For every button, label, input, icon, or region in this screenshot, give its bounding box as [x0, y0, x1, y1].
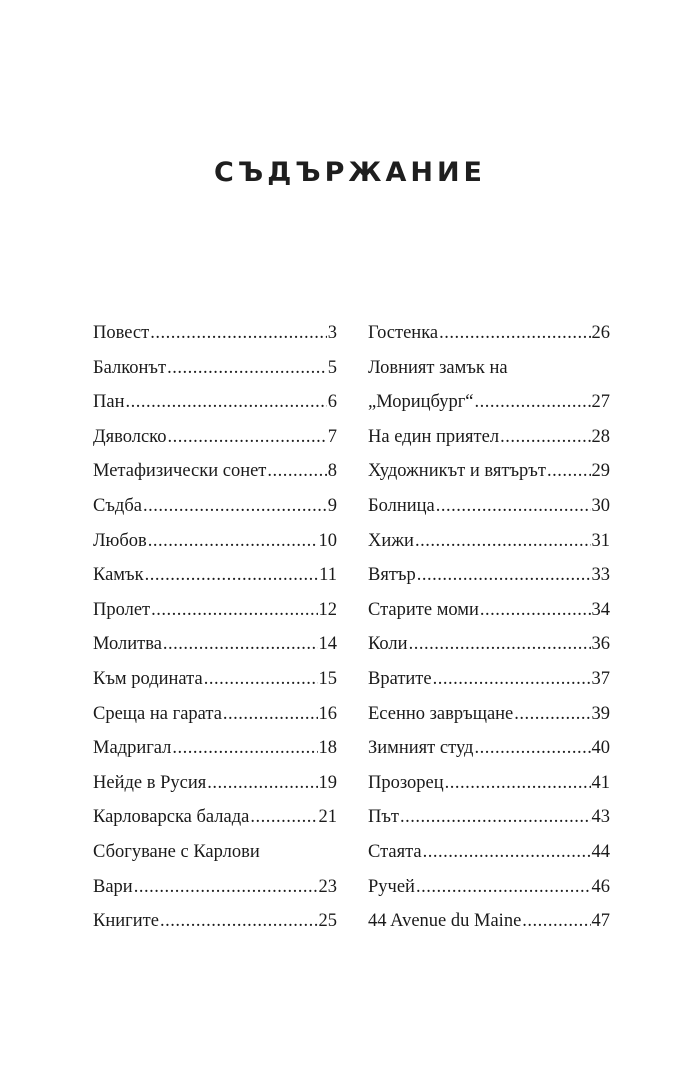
toc-entry [93, 558, 337, 593]
toc-entry [93, 835, 337, 904]
dot-leader [267, 454, 326, 489]
toc-entry-page-number: 27 [591, 392, 610, 413]
toc-entry-page-number: 47 [591, 911, 610, 932]
toc-entry-page-number: 41 [591, 772, 610, 793]
dot-leader [150, 316, 327, 351]
toc-entry-title: Любов [93, 530, 147, 551]
toc-column-right [368, 316, 610, 939]
toc-entry-title: Вятър [368, 565, 416, 586]
toc-entry-page-number: 26 [591, 323, 610, 343]
toc-entry [368, 870, 610, 905]
dot-leader [475, 385, 591, 420]
toc-entry [368, 316, 610, 351]
toc-entry [93, 316, 337, 351]
toc-entry-title: Пролет [93, 599, 151, 620]
toc-entry [93, 454, 337, 489]
toc-entry-title: Среща на гарата [93, 703, 222, 724]
toc-entry-page-number: 31 [591, 530, 610, 551]
toc-entry-title: Сбогуване с Карлови [93, 841, 260, 862]
toc-entry-page-number: 46 [591, 876, 610, 897]
toc-entry-title: Мадригал [93, 738, 172, 759]
toc-entry-title: Есенно завръщане [368, 703, 514, 724]
toc-entry [368, 420, 610, 455]
dot-leader [207, 766, 317, 801]
toc-entry-title: Художникът и вятърът [368, 461, 546, 482]
toc-entry-page-number: 23 [318, 876, 337, 897]
toc-entry-page-number: 14 [318, 634, 337, 655]
toc-entry-page-number: 37 [591, 668, 610, 689]
toc-entry [93, 731, 337, 766]
toc-entry [368, 489, 610, 524]
toc-entry-title: Зимният студ [368, 738, 474, 759]
toc-entry-title: Ручей [368, 876, 415, 897]
dot-leader [168, 420, 327, 455]
toc-entry-title: На един приятел [368, 426, 500, 447]
toc-entry [368, 593, 610, 628]
toc-entry-page-number: 34 [591, 599, 610, 620]
dot-leader [163, 627, 318, 662]
toc-entry-title: Хижи [368, 530, 414, 551]
dot-leader [547, 454, 591, 489]
toc-entry [93, 904, 337, 939]
toc-entry-page-number: 25 [318, 911, 337, 932]
dot-leader [433, 662, 591, 697]
page-title: СЪДЪРЖАНИЕ [214, 157, 486, 188]
dot-leader [134, 870, 318, 905]
toc-entry [93, 593, 337, 628]
toc-entry [368, 351, 610, 420]
toc-entry-title: Вари [93, 876, 133, 897]
toc-entry-title: Болница [368, 495, 435, 516]
dot-leader [416, 870, 591, 905]
toc-entry [93, 351, 337, 386]
toc-entry-title: Повест [93, 323, 150, 343]
toc-entry-title: Карловарска балада [93, 807, 250, 828]
dot-leader [143, 489, 327, 524]
toc-entry-page-number: 40 [591, 738, 610, 759]
toc-entry [93, 697, 337, 732]
toc-entry-page-number: 18 [318, 738, 337, 759]
toc-entry-page-number: 10 [318, 530, 337, 551]
dot-leader [145, 558, 319, 593]
toc-entry-title: Камък [93, 565, 144, 586]
dot-leader [500, 420, 590, 455]
toc-entry-title: Пан [93, 392, 125, 413]
dot-leader [514, 697, 590, 732]
dot-leader [423, 835, 591, 870]
toc-entry-title: Нейде в Русия [93, 772, 207, 793]
toc-entry [93, 800, 337, 835]
toc-entry [93, 524, 337, 559]
toc-entry [93, 420, 337, 455]
toc-entry [93, 489, 337, 524]
toc-entry [93, 627, 337, 662]
toc-entry-title: Към родината [93, 668, 203, 689]
dot-leader [125, 385, 326, 420]
toc-entry-title: Книгите [93, 911, 159, 932]
dot-leader [445, 766, 591, 801]
dot-leader [417, 558, 591, 593]
toc-entry-title: Старите моми [368, 599, 479, 620]
dot-leader [148, 524, 318, 559]
toc-entry-title: Прозорец [368, 772, 444, 793]
toc-entry-page-number: 8 [327, 461, 337, 482]
toc-entry [93, 662, 337, 697]
dot-leader [172, 731, 317, 766]
dot-leader [436, 489, 591, 524]
dot-leader [167, 351, 327, 386]
toc-entry-title: Дяволско [93, 426, 167, 447]
toc-entry-page-number: 7 [327, 426, 337, 447]
toc-entry [368, 558, 610, 593]
toc-entry-page-number: 29 [591, 461, 610, 482]
toc-entry-title: Ловният замък на [368, 357, 508, 378]
toc-entry-page-number: 33 [591, 565, 610, 586]
toc-entry-title: Вратите [368, 668, 432, 689]
toc-entry [368, 835, 610, 870]
toc-entry-page-number: 19 [318, 772, 337, 793]
toc-entry [368, 766, 610, 801]
dot-leader [522, 904, 590, 939]
toc-entry-title: Стаята [368, 841, 422, 862]
toc-entry [368, 524, 610, 559]
toc-column-left [93, 316, 337, 939]
dot-leader [439, 316, 590, 351]
toc-entry-page-number: 12 [318, 599, 337, 620]
toc-entry-title: Съдба [93, 495, 142, 516]
toc-entry-page-number: 44 [591, 841, 610, 862]
toc-entry-page-number: 36 [591, 634, 610, 655]
toc-entry [368, 662, 610, 697]
toc-entry-page-number: 30 [591, 495, 610, 516]
dot-leader [151, 593, 317, 628]
dot-leader [400, 800, 590, 835]
toc-entry [368, 627, 610, 662]
dot-leader [160, 904, 318, 939]
toc-entry-page-number: 28 [591, 426, 610, 447]
dot-leader [250, 800, 317, 835]
toc-entry-title: 44 Avenue du Maine [368, 911, 522, 932]
toc-entry-title: Молитва [93, 634, 162, 655]
toc-entry-title: Метафизически сонет [93, 461, 267, 482]
dot-leader [474, 731, 590, 766]
dot-leader [223, 697, 318, 732]
toc-entry-page-number: 5 [327, 357, 337, 378]
dot-leader [409, 627, 591, 662]
toc-entry [93, 766, 337, 801]
toc-entry [368, 731, 610, 766]
toc-entry-page-number: 6 [327, 392, 337, 413]
toc-entry [368, 454, 610, 489]
dot-leader [204, 662, 318, 697]
toc-entry [368, 697, 610, 732]
toc-entry [368, 800, 610, 835]
toc-entry-title: Път [368, 807, 400, 828]
toc-entry-page-number: 3 [327, 323, 337, 343]
toc-entry-page-number: 9 [327, 495, 337, 516]
toc-entry-title: Балконът [93, 357, 167, 378]
toc-entry-page-number: 39 [591, 703, 610, 724]
toc-entry-title: Коли [368, 634, 408, 655]
toc-entry [93, 385, 337, 420]
dot-leader [480, 593, 591, 628]
toc-entry-page-number: 15 [318, 668, 337, 689]
toc-entry-page-number: 43 [591, 807, 610, 828]
toc-entry-title: Гостенка [368, 323, 439, 343]
toc-entry-title: „Морицбург“ [368, 392, 474, 413]
toc-entry-page-number: 16 [318, 703, 337, 724]
toc-entry-page-number: 11 [319, 565, 337, 586]
toc-entry-page-number: 21 [318, 807, 337, 828]
toc-entry [368, 904, 610, 939]
dot-leader [415, 524, 591, 559]
